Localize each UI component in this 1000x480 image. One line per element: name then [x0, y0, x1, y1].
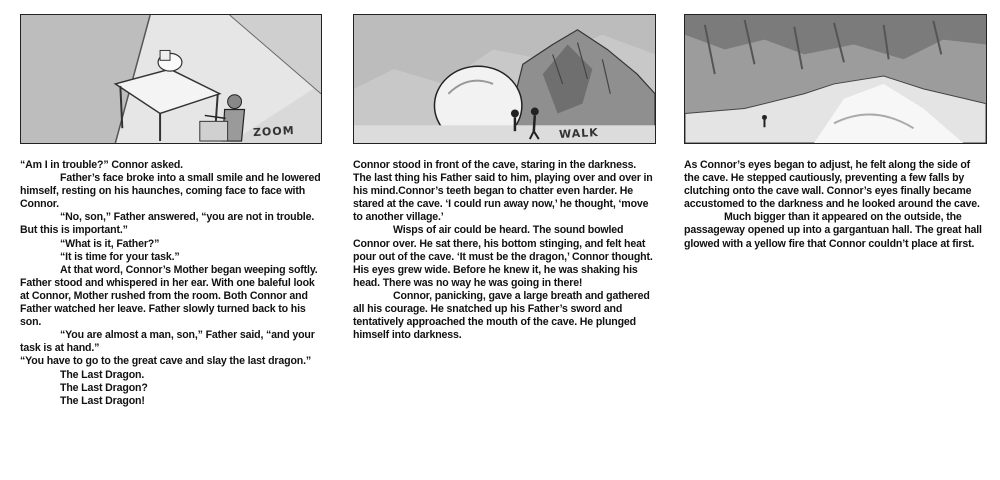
story-paragraph: Connor, panicking, gave a large breath and gathered all his courage. He snatched up his Father’s sword and tentatively approached the mouth of the cave. He plunged himself into darkness. — [353, 289, 650, 342]
panel-3-text — [684, 159, 987, 251]
walk-sound-effect: WALK — [558, 125, 600, 142]
story-paragraph: “You are almost a man, son,” Father said, “and your task is at hand.” — [20, 329, 315, 355]
story-paragraph: “Am I in trouble?” Connor asked. — [20, 159, 183, 171]
story-paragraph: “It is time for your task.” — [60, 250, 180, 263]
story-paragraph: Connor stood in front of the cave, staring in the darkness. The last thing his Father said to him, playing over and over in his mind.Connor’s teeth began to chatter even harder. He stared at the cave. ‘I could run away now,’ he thought, ‘move to another village.’ — [353, 159, 653, 224]
story-paragraph: “What is it, Father?” — [60, 237, 160, 250]
story-paragraph: Wisps of air could be heard. The sound bowled Connor over. He sat there, his bottom stinging, and felt heat pour out of the cave. ‘It must be the dragon,’ Connor thought. His eyes grew wide. Before he knew it, he was shaking his head. There was no way he was going in there! — [353, 224, 653, 289]
storyboard-column-2 — [353, 14, 656, 342]
story-paragraph: The Last Dragon. — [60, 368, 145, 381]
story-paragraph: “You have to go to the great cave and slay the last dragon.” — [20, 355, 312, 368]
panel-3-illustration — [684, 14, 987, 144]
story-paragraph: Father’s face broke into a small smile and he lowered himself, resting on his haunches, coming face to face with Connor. — [20, 172, 321, 211]
story-paragraph: Much bigger than it appeared on the outside, the passageway opened up into a gargantuan hall. The great hall glowed with a yellow fire that Connor couldn’t place at first. — [684, 211, 982, 250]
story-paragraph: The Last Dragon? — [60, 381, 148, 394]
panel-1-illustration — [20, 14, 322, 144]
room-sketch — [21, 15, 321, 143]
zoom-sound-effect: ZOOM — [252, 123, 295, 140]
story-paragraph: At that word, Connor’s Mother began weeping softly. Father stood and whispered in her ear. With one baleful look at Connor, Mother rushed from the room. Both Connor and Father watched her leave. Father slowly turned back to his son. — [20, 263, 318, 329]
panel-1-text — [20, 159, 322, 408]
panel-2-illustration — [353, 14, 656, 144]
storyboard-column-1 — [20, 14, 322, 408]
story-paragraph: “No, son,” Father answered, “you are not in trouble. But this is important.” — [20, 211, 315, 237]
story-paragraph: The Last Dragon! — [60, 394, 145, 407]
storyboard-column-3 — [684, 14, 987, 251]
story-paragraph: As Connor’s eyes began to adjust, he felt along the side of the cave. He stepped cautiously, preventing a few falls by clutching onto the cave wall. Connor’s eyes finally became accustomed to the darkness and he looked around the cave. — [684, 159, 980, 211]
great-hall-sketch — [685, 15, 986, 143]
cave-entrance-sketch — [354, 15, 655, 143]
panel-2-text — [353, 159, 656, 342]
